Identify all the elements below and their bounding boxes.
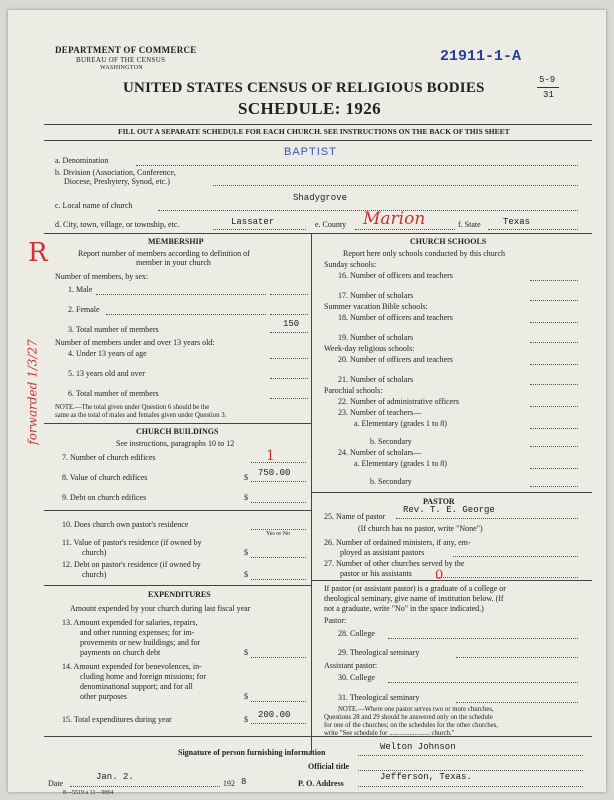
- division-label-1: b. Division (Association, Conference,: [55, 168, 176, 177]
- q29-field[interactable]: [456, 657, 578, 658]
- q25-field[interactable]: [396, 518, 578, 519]
- signature-field[interactable]: [358, 755, 583, 756]
- q11-label-1: 11. Value of pastor's residence (if owned by: [62, 538, 202, 547]
- form-title: UNITED STATES CENSUS OF RELIGIOUS BODIES: [123, 80, 485, 96]
- q13-label-2: and other running expenses; for im-: [80, 628, 195, 637]
- pastor-note-3: for one of the churches; on the schedules for the other churches,: [324, 722, 499, 729]
- membership-note-1: NOTE.—The total given under Question 6 should be the: [55, 404, 210, 411]
- sunday-label: Sunday schools:: [324, 260, 377, 269]
- q30-field[interactable]: [388, 682, 578, 683]
- pastor-note-1: NOTE.—Where one pastor serves two or more churches,: [338, 706, 494, 713]
- q12-dollar: $: [244, 570, 248, 579]
- corner-number-top: 5-9: [539, 75, 556, 85]
- q27-value: 0: [435, 568, 444, 583]
- date-label: Date: [48, 779, 64, 788]
- q28-label: 28. College: [338, 629, 375, 638]
- q13-label-1: 13. Amount expended for salaries, repairs,: [62, 618, 198, 627]
- q26-label-2: ployed as assistant pastors: [340, 548, 425, 557]
- city-label: WASHINGTON: [100, 65, 143, 71]
- summer-label: Summer vacation Bible schools:: [324, 302, 428, 311]
- q29-label: 29. Theological seminary: [338, 648, 420, 657]
- county-field[interactable]: [355, 229, 455, 230]
- q1-label: 1. Male: [68, 285, 93, 294]
- q15-label: 15. Total expenditures during year: [62, 715, 172, 724]
- q27-label-2: pastor or his assistants: [340, 569, 412, 578]
- expenditures-sub: Amount expended by your church during last fiscal year: [70, 604, 251, 613]
- q14-dollar: $: [244, 692, 248, 701]
- q9-label: 9. Debt on church edifices: [62, 493, 147, 502]
- q1-field[interactable]: [270, 294, 308, 295]
- q23a-field[interactable]: [530, 428, 578, 429]
- under-over-label: Number of members under and over 13 years old:: [55, 338, 215, 347]
- q21-field[interactable]: [530, 384, 578, 385]
- q25-value: Rev. T. E. George: [403, 505, 495, 515]
- members-by-sex: Number of members, by sex:: [55, 272, 149, 281]
- division-label-2: Diocese, Presbytery, Synod, etc.): [64, 177, 170, 186]
- q1-leader: [96, 294, 266, 295]
- q3-label: 3. Total number of members: [68, 325, 159, 334]
- q31-label: 31. Theological seminary: [338, 693, 420, 702]
- schools-intro: Report here only schools conducted by this church: [343, 249, 505, 258]
- q25-label: 25. Name of pastor: [324, 512, 386, 521]
- q14-label-1: 14. Amount expended for benevolences, in-: [62, 662, 202, 671]
- q12-label-1: 12. Debt on pastor's residence (if owned by: [62, 560, 201, 569]
- po-address-field[interactable]: [358, 786, 583, 787]
- grid-bottom-rule: [44, 736, 592, 737]
- q19-field[interactable]: [530, 342, 578, 343]
- po-address-value: Jefferson, Texas.: [380, 772, 472, 782]
- q2-field[interactable]: [270, 314, 308, 315]
- q24-label: 24. Number of scholars—: [338, 448, 422, 457]
- q14-label-2: cluding home and foreign missions; for: [80, 672, 206, 681]
- q13-label-4: payments on church debt: [80, 648, 161, 657]
- division-field[interactable]: [213, 185, 578, 186]
- q27-field[interactable]: [436, 577, 578, 578]
- q2-label: 2. Female: [68, 305, 100, 314]
- census-form: [8, 10, 606, 796]
- margin-note: forwarded 1/3/27: [25, 339, 40, 445]
- state-field[interactable]: [488, 229, 578, 230]
- church-name-label: c. Local name of church: [55, 201, 133, 210]
- q21-label: 21. Number of scholars: [338, 375, 414, 384]
- q9-field[interactable]: [251, 502, 306, 503]
- stamp-number: 21911-1-A: [440, 48, 522, 65]
- corner-fraction-line: [537, 87, 559, 88]
- q7-value: 1: [266, 448, 275, 464]
- year-label: 192: [223, 779, 235, 788]
- q31-field[interactable]: [456, 702, 578, 703]
- q7-field[interactable]: [251, 462, 306, 463]
- q23b-label: b. Secondary: [370, 437, 412, 446]
- q24b-label: b. Secondary: [370, 477, 412, 486]
- form-number: 8—5519 a 11—9064: [63, 790, 114, 796]
- state-value: Texas: [503, 217, 531, 227]
- instruction-banner: FILL OUT A SEPARATE SCHEDULE FOR EACH CHURCH. SEE INSTRUCTIONS ON THE BACK OF THIS SHEET: [118, 127, 510, 136]
- graduate-text-3: not a graduate, write "No" in the space indicated.): [324, 604, 484, 613]
- q24a-label: a. Elementary (grades 1 to 8): [354, 459, 447, 468]
- pastor-sub-label: Pastor:: [324, 616, 347, 625]
- buildings-title: CHURCH BUILDINGS: [136, 427, 219, 436]
- membership-intro-1: Report number of members according to definition of: [78, 249, 250, 258]
- date-value: Jan. 2.: [96, 772, 134, 782]
- q15-dollar: $: [244, 715, 248, 724]
- q5-label: 5. 13 years old and over: [68, 369, 145, 378]
- buildings-sub: See instructions, paragraphs 10 to 12: [116, 439, 235, 448]
- county-label: e. County: [315, 220, 347, 229]
- q15-value: 200.00: [258, 710, 291, 720]
- parochial-label: Parochial schools:: [324, 386, 383, 395]
- official-title-field[interactable]: [358, 770, 583, 771]
- q16-field[interactable]: [530, 280, 578, 281]
- q11-dollar: $: [244, 548, 248, 557]
- column-divider: [311, 233, 312, 753]
- signature-label: Signature of person furnishing information: [178, 748, 326, 757]
- q28-field[interactable]: [388, 638, 578, 639]
- q8-value: 750.00: [258, 468, 291, 478]
- header-rule-bottom: [44, 140, 592, 141]
- q2-leader: [106, 314, 266, 315]
- q23b-field[interactable]: [530, 446, 578, 447]
- q20-label: 20. Number of officers and teachers: [338, 355, 453, 364]
- expenditures-rule-top: [44, 585, 311, 586]
- q17-field[interactable]: [530, 300, 578, 301]
- grid-top-rule: [44, 233, 592, 234]
- corner-number-bottom: 31: [543, 90, 554, 100]
- graduate-text-1: If pastor (or assistant pastor) is a graduate of a college or: [324, 584, 506, 593]
- q18-field[interactable]: [530, 322, 578, 323]
- official-title-label: Official title: [308, 762, 350, 771]
- q14-label-3: denominational support; and for all: [80, 682, 193, 691]
- membership-intro-2: member in your church: [136, 258, 211, 267]
- q14-field[interactable]: [251, 701, 306, 702]
- graduate-text-2: theological seminary, give name of institution below. (If: [324, 594, 504, 603]
- q8-dollar: $: [244, 473, 248, 482]
- signature-value: Welton Johnson: [380, 742, 456, 752]
- q4-field[interactable]: [270, 358, 308, 359]
- q24b-field[interactable]: [530, 486, 578, 487]
- q10-field[interactable]: [251, 529, 306, 530]
- q5-field[interactable]: [270, 378, 308, 379]
- q26-field[interactable]: [453, 556, 578, 557]
- header-rule-top: [44, 124, 592, 125]
- city-label: d. City, town, village, or township, etc.: [55, 220, 180, 229]
- yes-no-hint: Yes or No: [266, 531, 291, 537]
- q8-label: 8. Value of church edifices: [62, 473, 148, 482]
- membership-note-2: same as the total of males and females given under Question 3.: [55, 412, 227, 419]
- q9-dollar: $: [244, 493, 248, 502]
- schools-rule: [311, 492, 592, 493]
- pastor-note-4: write "See schedule for ........................ church.": [324, 730, 455, 737]
- po-address-label: P. O. Address: [298, 779, 344, 788]
- pastor-title: PASTOR: [423, 497, 455, 506]
- q3-value: 150: [283, 319, 300, 329]
- q27-label-1: 27. Number of other churches served by the: [324, 559, 465, 568]
- q26-label-1: 26. Number of ordained ministers, if any, em-: [324, 538, 471, 547]
- q22-field[interactable]: [530, 406, 578, 407]
- state-label: f. State: [458, 220, 481, 229]
- department-label: DEPARTMENT OF COMMERCE: [55, 45, 197, 55]
- q17-label: 17. Number of scholars: [338, 291, 414, 300]
- county-value: Marion: [363, 209, 426, 229]
- q13-dollar: $: [244, 648, 248, 657]
- city-value: Lassater: [231, 217, 275, 227]
- expenditures-title: EXPENDITURES: [148, 590, 211, 599]
- q11-field[interactable]: [251, 557, 306, 558]
- q20-field[interactable]: [530, 364, 578, 365]
- margin-mark: R: [28, 238, 48, 268]
- q25-note: (If church has no pastor, write "None"): [358, 524, 483, 533]
- q13-field[interactable]: [251, 657, 306, 658]
- q7-label: 7. Number of church edifices: [62, 453, 156, 462]
- church-name-value: Shadygrove: [293, 193, 348, 203]
- city-field[interactable]: [213, 229, 306, 230]
- pastor-note-2: Questions 28 and 29 should be answered only on the schedule: [324, 714, 493, 721]
- date-field[interactable]: [70, 786, 220, 787]
- q16-label: 16. Number of officers and teachers: [338, 271, 453, 280]
- weekday-label: Week-day religious schools:: [324, 344, 415, 353]
- q23-label: 23. Number of teachers—: [338, 408, 422, 417]
- q11-label-2: church): [82, 548, 107, 557]
- q6-label: 6. Total number of members: [68, 389, 159, 398]
- q3-field[interactable]: [270, 332, 308, 333]
- year-value: 8: [241, 777, 247, 787]
- q30-label: 30. College: [338, 673, 375, 682]
- q10-label: 10. Does church own pastor's residence: [62, 520, 189, 529]
- q14-label-4: other purposes: [80, 692, 127, 701]
- q24a-field[interactable]: [530, 468, 578, 469]
- pastor-rule: [311, 580, 592, 581]
- denomination-field[interactable]: [136, 165, 578, 166]
- q19-label: 19. Number of scholars: [338, 333, 414, 342]
- buildings-rule: [44, 510, 311, 511]
- q8-field[interactable]: [251, 481, 306, 482]
- denomination-value: BAPTIST: [284, 146, 337, 158]
- q18-label: 18. Number of officers and teachers: [338, 313, 453, 322]
- schools-title: CHURCH SCHOOLS: [410, 237, 487, 246]
- q6-field[interactable]: [270, 398, 308, 399]
- bureau-label: BUREAU OF THE CENSUS: [76, 56, 166, 64]
- q22-label: 22. Number of administrative officers: [338, 397, 459, 406]
- denomination-label: a. Denomination: [55, 156, 109, 165]
- q4-label: 4. Under 13 years of age: [68, 349, 147, 358]
- schedule-title: SCHEDULE: 1926: [238, 99, 382, 118]
- asst-pastor-label: Assistant pastor:: [324, 661, 378, 670]
- q12-field[interactable]: [251, 579, 306, 580]
- q15-field[interactable]: [251, 723, 306, 724]
- membership-rule: [44, 423, 311, 424]
- q12-label-2: church): [82, 570, 107, 579]
- membership-title: MEMBERSHIP: [148, 237, 204, 246]
- q13-label-3: provements or new buildings; and for: [80, 638, 201, 647]
- q23a-label: a. Elementary (grades 1 to 8): [354, 419, 447, 428]
